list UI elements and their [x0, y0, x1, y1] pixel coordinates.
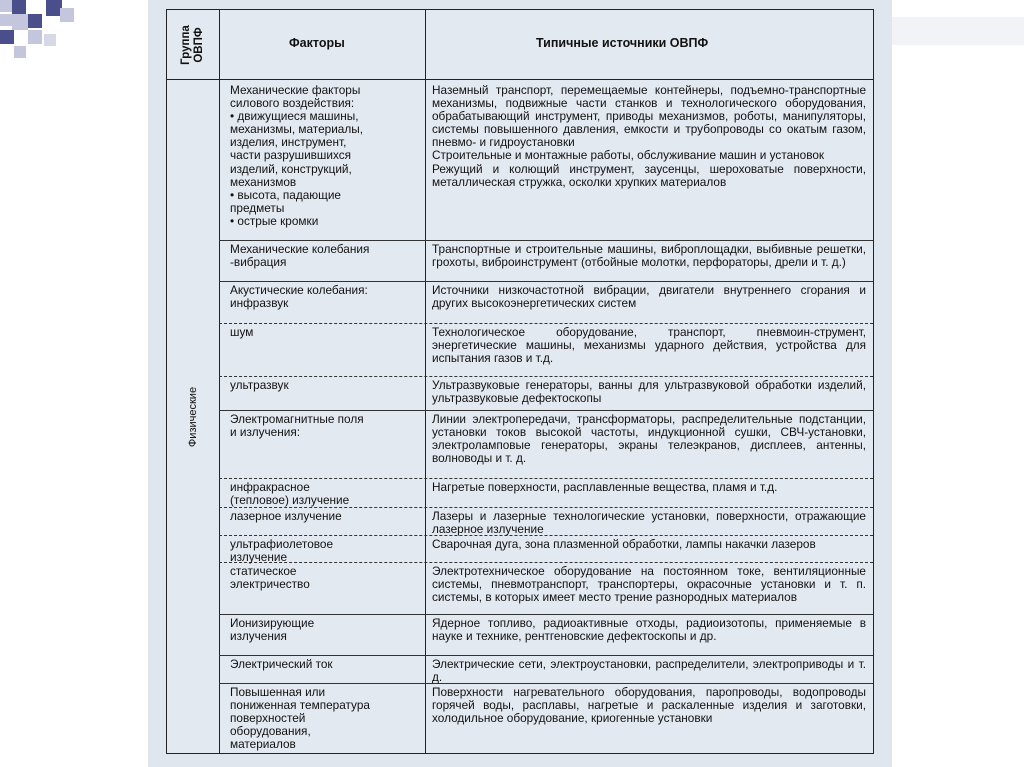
- sources-cell: Лазеры и лазерные технологические установки, поверхности, отражающие лазерное излучение: [432, 509, 866, 537]
- group-label-cell: [167, 80, 219, 753]
- factor-cell: ультразвук: [230, 378, 289, 392]
- row-divider: [219, 614, 873, 615]
- header-sources: Типичные источники ОВПФ: [536, 36, 709, 50]
- sources-cell: Ультразвуковые генераторы, ванны для ультразвуковой обработки изделий, ультразвуковые дефектоскопы: [432, 378, 866, 406]
- deco-square: [12, 14, 28, 30]
- factor-cell: Электромагнитные поля и излучения:: [230, 412, 364, 440]
- factor-cell: Акустические колебания: инфразвук: [230, 283, 368, 311]
- sources-cell: Источники низкочастотной вибрации, двигатели внутреннего сгорания и других высокоэнергетических систем: [432, 283, 866, 311]
- sources-cell: Нагретые поверхности, расплавленные вещества, пламя и т.д.: [432, 480, 778, 494]
- col-divider: [219, 10, 220, 753]
- row-divider: [219, 478, 873, 479]
- deco-square: [60, 8, 74, 22]
- deco-square: [14, 46, 26, 58]
- factor-cell: инфракрасное (тепловое) излучение: [230, 480, 350, 508]
- deco-square: [0, 0, 12, 12]
- factor-cell: ультрафиолетовое излучение: [230, 537, 334, 565]
- col-divider: [425, 10, 426, 753]
- sources-cell: Электротехническое оборудование на постоянном токе, вентиляционные системы, пневмотранспорт, транспортеры, окрасочные установки и т. п. системы, в которых имеет место трение разнородных материалов: [432, 564, 866, 605]
- row-divider: [219, 281, 873, 282]
- factor-cell: Электрический ток: [230, 657, 333, 671]
- header-group-cell: [175, 18, 211, 72]
- factor-cell: лазерное излучение: [230, 509, 342, 523]
- deco-square: [44, 34, 56, 46]
- sources-cell: Технологическое оборудование, транспорт, пневмоин-струмент, энергетические машины, механизмы ударного действия, устройства для испытания газов и т.д.: [432, 325, 866, 366]
- row-divider: [219, 240, 873, 241]
- row-divider: [219, 655, 873, 656]
- row-divider: [219, 410, 873, 411]
- row-divider: [219, 323, 873, 324]
- factor-cell: шум: [230, 325, 254, 339]
- group-label: Физические: [187, 386, 199, 447]
- factor-cell: статическое электричество: [230, 564, 310, 592]
- deco-square: [0, 30, 14, 44]
- sources-cell: Поверхности нагревательного оборудования, паропроводы, водопроводы горячей воды, расплавы, нагретые и раскаленные изделия и заготовки, холодильное оборудование, криогенные установки: [432, 685, 866, 726]
- deco-strip: [892, 17, 1024, 45]
- deco-square: [0, 14, 12, 26]
- sources-cell: Линии электропередачи, трансформаторы, распределительные подстанции, установки токов высокой частоты, индукционной сушки, СВЧ-установки, электроламповые генераторы, экраны телеэкранов, дисплеев, антенны, волноводы и т. д.: [432, 412, 866, 466]
- row-divider: [219, 376, 873, 377]
- sources-cell: Наземный транспорт, перемещаемые контейнеры, подъемно-транспортные механизмы, подвижные части станков и технологического оборудования, обрабатывающий инструмент, приводы механизмов, роботы, манипуляторы, системы повышенного давления, емкости и трубопроводы со окатым газом, пневмо- и гидроустановки Строительные и монтажные работы, обслуживание машин и установок Режущий и колющий инструмент, заусенцы, шероховатые поверхности, металлическая стружка, осколки хрупких материалов: [432, 83, 866, 189]
- deco-square: [28, 30, 42, 44]
- sources-cell: Сварочная дуга, зона плазменной обработки, лампы накачки лазеров: [432, 537, 816, 551]
- header-factors: Факторы: [289, 36, 345, 50]
- deco-square: [12, 0, 26, 14]
- factor-cell: Механические колебания -вибрация: [230, 242, 370, 270]
- sources-cell: Электрические сети, электроустановки, распределители, электроприводы и т. д.: [432, 657, 866, 685]
- deco-square: [28, 14, 42, 28]
- header-row: [167, 10, 873, 80]
- factor-cell: Механические факторы силового воздействия: • движущиеся машины, механизмы, материалы, изделия, инструмент, части разрушившихся изделий, конструкций, механизмов • высота, падающие предметы • острые кромки: [230, 83, 363, 228]
- ovpf-table: [166, 9, 874, 754]
- header-group: Группа ОВПФ: [180, 25, 206, 65]
- factor-cell: Ионизирующие излучения: [230, 616, 315, 644]
- sources-cell: Ядерное топливо, радиоактивные отходы, радиоизотопы, применяемые в науке и технике, рентгеновские дефектоскопы и др.: [432, 616, 866, 644]
- sources-cell: Транспортные и строительные машины, виброплощадки, выбивные решетки, грохоты, виброинструмент (отбойные молотки, перфораторы, дрели и т. д.): [432, 242, 866, 270]
- factor-cell: Повышенная или пониженная температура поверхностей оборудования, материалов: [230, 685, 370, 752]
